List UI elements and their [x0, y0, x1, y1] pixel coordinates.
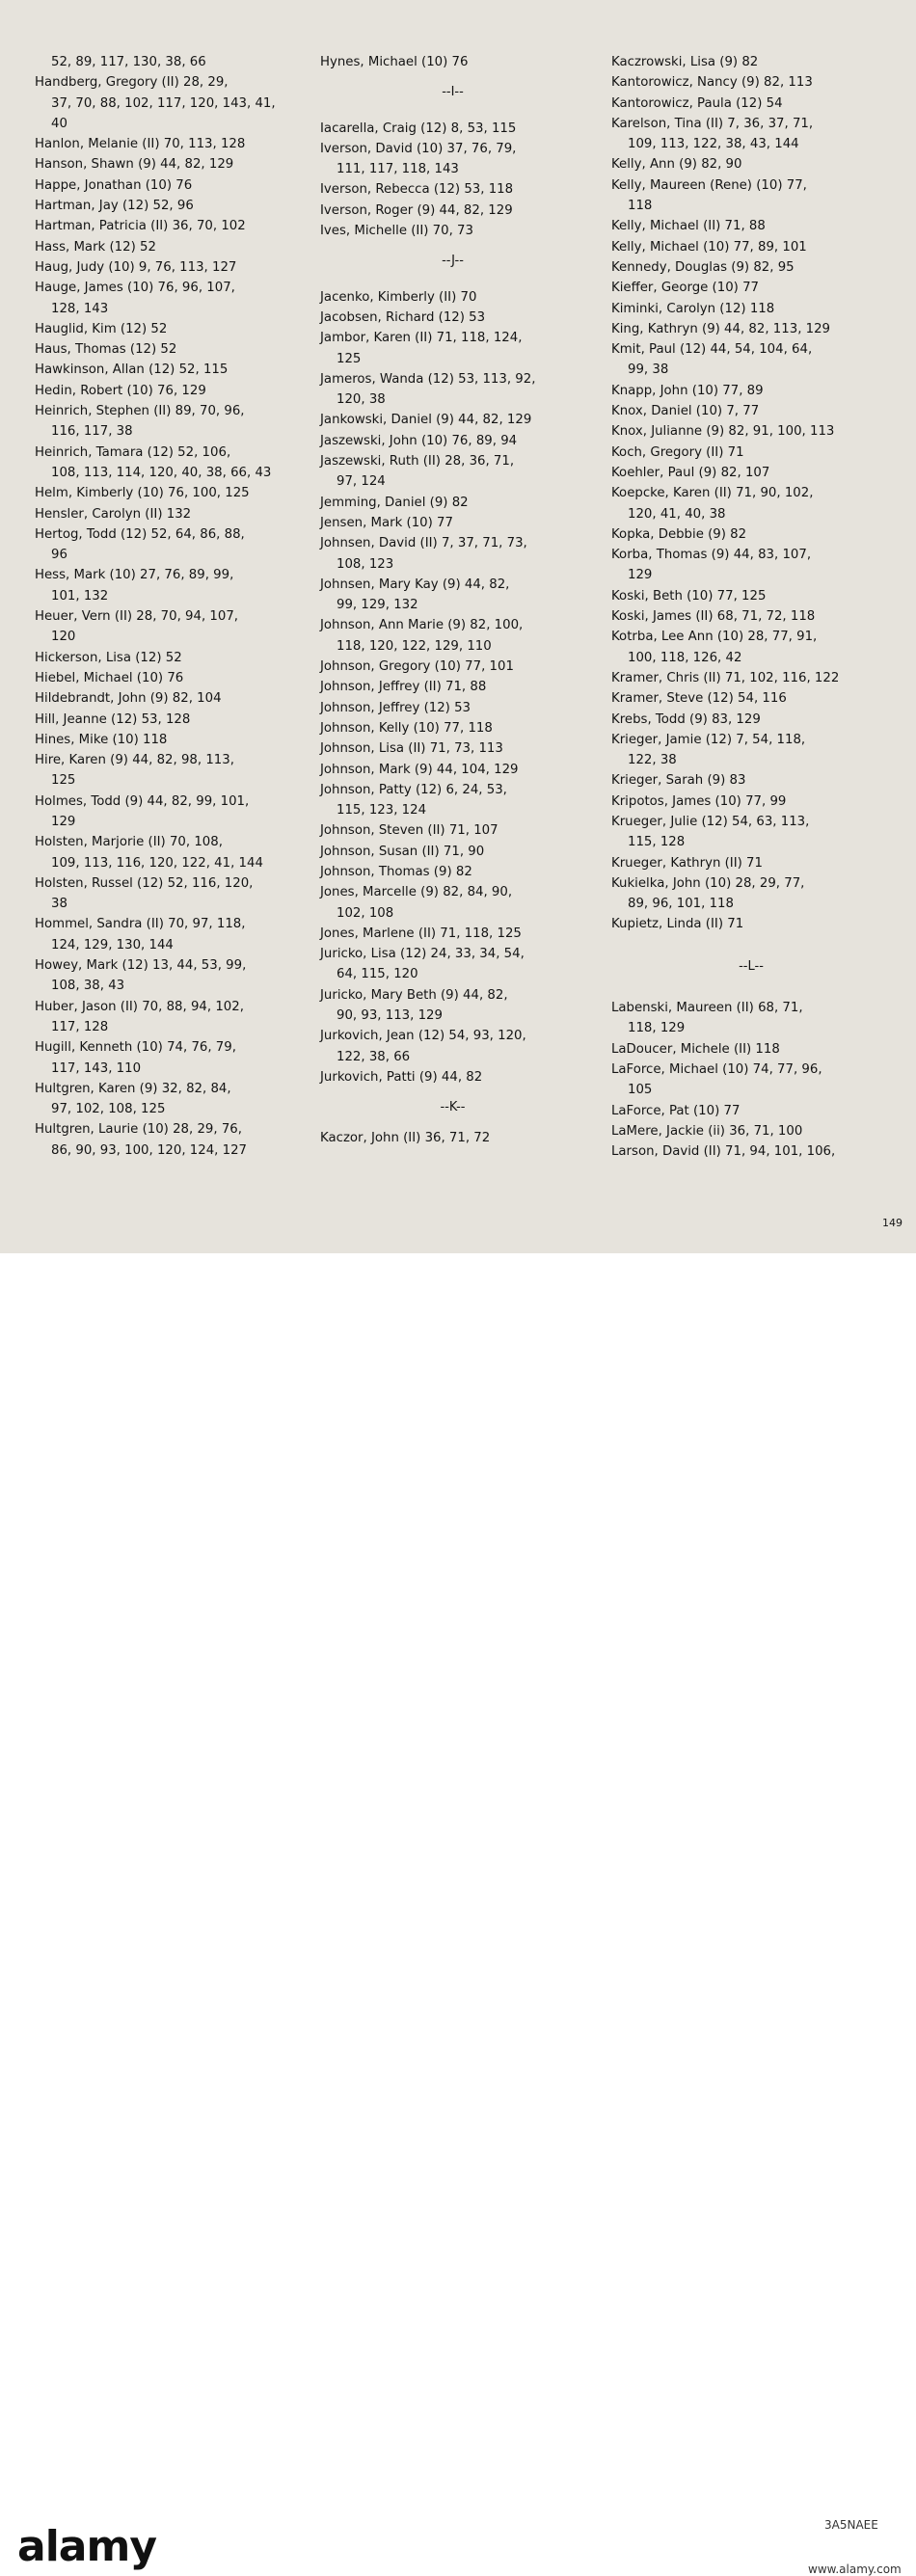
- letter-section-header: --L--: [739, 958, 764, 974]
- index-entry: [35, 175, 300, 196]
- entry-line: LaForce, Michael (10) 74, 77, 96,: [611, 1061, 822, 1077]
- index-entry: [611, 339, 891, 381]
- entry-line: Jacobsen, Richard (12) 53: [320, 309, 486, 325]
- entry-line: Kupietz, Linda (II) 71: [611, 917, 744, 932]
- entry-continuation-line: 86, 90, 93, 100, 120, 124, 127: [51, 1142, 247, 1158]
- entry-line: Knox, Daniel (10) 7, 77: [611, 404, 760, 419]
- index-entry: [320, 780, 585, 821]
- entry-line: Johnson, Jeffrey (II) 71, 88: [320, 680, 487, 695]
- entry-line: King, Kathryn (9) 44, 82, 113, 129: [611, 321, 831, 336]
- index-entry: [35, 278, 300, 319]
- entry-line: Kmit, Paul (12) 44, 54, 104, 64,: [611, 342, 813, 358]
- entry-line: Iverson, David (10) 37, 76, 79,: [320, 141, 517, 156]
- index-entry: [611, 299, 891, 319]
- entry-line: Koski, James (II) 68, 71, 72, 118: [611, 609, 816, 625]
- index-entry: [35, 134, 300, 154]
- index-entry: [35, 52, 300, 72]
- index-entry: [611, 216, 891, 236]
- index-entry: [611, 175, 891, 217]
- section-spacer: [320, 1087, 585, 1097]
- entry-line: Hertog, Todd (12) 52, 64, 86, 88,: [35, 526, 245, 542]
- entry-line: Happe, Jonathan (10) 76: [35, 177, 193, 193]
- index-entry: [35, 710, 300, 730]
- index-entry: [320, 369, 585, 411]
- section-spacer: [320, 272, 585, 287]
- entry-line: Hanlon, Melanie (II) 70, 113, 128: [35, 137, 246, 152]
- entry-line: LaForce, Pat (10) 77: [611, 1103, 741, 1118]
- entry-line: Iverson, Roger (9) 44, 82, 129: [320, 202, 513, 218]
- entry-line: Jones, Marcelle (9) 82, 84, 90,: [320, 885, 513, 900]
- entry-line: Hartman, Patricia (II) 36, 70, 102: [35, 219, 246, 234]
- entry-line: Holsten, Marjorie (II) 70, 108,: [35, 835, 223, 850]
- index-entry: [320, 575, 585, 616]
- index-entry: [35, 401, 300, 443]
- entry-line: Kelly, Michael (II) 71, 88: [611, 219, 766, 234]
- entry-line: Haug, Judy (10) 9, 76, 113, 127: [35, 259, 237, 275]
- index-entry: [611, 1039, 891, 1060]
- index-entry: [320, 1128, 585, 1148]
- index-entry: [320, 308, 585, 328]
- entry-line: Jurkovich, Patti (9) 44, 82: [320, 1069, 483, 1085]
- entry-line: Juricko, Lisa (12) 24, 33, 34, 54,: [320, 947, 525, 962]
- entry-line: Kopka, Debbie (9) 82: [611, 526, 747, 542]
- entry-line: Hedin, Robert (10) 76, 129: [35, 383, 206, 398]
- stock-watermark-bar: [0, 1253, 916, 2576]
- entry-line: Jankowski, Daniel (9) 44, 82, 129: [320, 413, 532, 428]
- entry-line: Hanson, Shawn (9) 44, 82, 129: [35, 157, 234, 173]
- entry-continuation-line: 101, 132: [51, 588, 109, 604]
- entry-continuation-line: 105: [628, 1083, 653, 1098]
- index-entry: [320, 862, 585, 882]
- entry-line: Johnson, Mark (9) 44, 104, 129: [320, 762, 519, 777]
- index-entry: [611, 52, 891, 72]
- entry-line: Jambor, Karen (II) 71, 118, 124,: [320, 331, 523, 346]
- index-entry: [611, 914, 891, 934]
- entry-line: Hickerson, Lisa (12) 52: [35, 650, 182, 665]
- entry-continuation-line: 115, 123, 124: [337, 803, 427, 818]
- index-entry: [320, 221, 585, 241]
- entry-line: Hynes, Michael (10) 76: [320, 55, 469, 69]
- entry-line: Handberg, Gregory (II) 28, 29,: [35, 75, 229, 91]
- entry-line: Hildebrandt, John (9) 82, 104: [35, 691, 222, 707]
- entry-line: Kelly, Michael (10) 77, 89, 101: [611, 239, 807, 255]
- entry-line: Jameros, Wanda (12) 53, 113, 92,: [320, 371, 536, 387]
- index-entry: [35, 237, 300, 257]
- page-number: 149: [882, 1217, 903, 1229]
- index-entry: [35, 154, 300, 174]
- index-entry: [35, 319, 300, 339]
- entry-line: Kantorowicz, Nancy (9) 82, 113: [611, 75, 813, 91]
- entry-line: Johnson, Patty (12) 6, 24, 53,: [320, 782, 507, 797]
- section-spacer: [320, 103, 585, 119]
- entry-line: Heinrich, Tamara (12) 52, 106,: [35, 444, 231, 460]
- index-entry: [320, 657, 585, 677]
- entry-line: Johnson, Susan (II) 71, 90: [320, 844, 485, 859]
- entry-line: Hultgren, Laurie (10) 28, 29, 76,: [35, 1122, 242, 1138]
- entry-continuation-line: 90, 93, 113, 129: [337, 1008, 443, 1024]
- index-entry: [35, 688, 300, 709]
- entry-line: Kelly, Ann (9) 82, 90: [611, 157, 742, 173]
- entry-continuation-line: 89, 96, 101, 118: [628, 897, 734, 912]
- index-entry: [611, 792, 891, 812]
- index-entry: [35, 196, 300, 216]
- entry-continuation-line: 120, 38: [337, 392, 386, 408]
- entry-line: Kukielka, John (10) 28, 29, 77,: [611, 875, 805, 891]
- entry-line: Johnsen, Mary Kay (9) 44, 82,: [320, 577, 510, 592]
- index-entry: [35, 606, 300, 648]
- entry-continuation-line: 99, 38: [628, 362, 669, 378]
- entry-line: Koehler, Paul (9) 82, 107: [611, 465, 770, 480]
- index-entry: [320, 760, 585, 780]
- entry-line: Kennedy, Douglas (9) 82, 95: [611, 259, 795, 275]
- entry-line: Krebs, Todd (9) 83, 129: [611, 711, 761, 727]
- entry-line: Johnson, Ann Marie (9) 82, 100,: [320, 618, 524, 633]
- entry-line: Kiminki, Carolyn (12) 118: [611, 301, 775, 316]
- index-entry: [320, 410, 585, 430]
- index-entry: [611, 443, 891, 463]
- entry-line: Kramer, Steve (12) 54, 116: [611, 691, 787, 707]
- entry-line: Kaczor, John (II) 36, 71, 72: [320, 1130, 491, 1145]
- index-entry: [35, 668, 300, 688]
- index-entry: [611, 1101, 891, 1121]
- entry-line: Hawkinson, Allan (12) 52, 115: [35, 362, 229, 378]
- index-entry: [35, 832, 300, 873]
- index-entry: [35, 483, 300, 503]
- index-entry: [320, 842, 585, 862]
- index-entry: [611, 401, 891, 421]
- index-entry: [320, 985, 585, 1027]
- index-entry: [35, 750, 300, 792]
- entry-continuation-line: 100, 118, 126, 42: [628, 650, 742, 665]
- index-entry: [320, 139, 585, 180]
- entry-line: Krieger, Sarah (9) 83: [611, 773, 746, 789]
- index-entry: [320, 1026, 585, 1067]
- index-entry: [611, 688, 891, 709]
- index-entry: [611, 463, 891, 483]
- entry-line: Jaszewski, John (10) 76, 89, 94: [320, 433, 518, 448]
- entry-line: Helm, Kimberly (10) 76, 100, 125: [35, 486, 250, 501]
- entry-line: Kramer, Chris (II) 71, 102, 116, 122: [611, 670, 840, 685]
- index-entry: [611, 72, 891, 93]
- index-entry: [611, 1141, 891, 1162]
- entry-line: Heinrich, Stephen (II) 89, 70, 96,: [35, 404, 245, 419]
- entry-continuation-line: 111, 117, 118, 143: [337, 162, 459, 177]
- index-column-2: [320, 52, 585, 1148]
- entry-continuation-line: 109, 113, 116, 120, 122, 41, 144: [51, 855, 263, 871]
- index-entry: [320, 513, 585, 533]
- entry-line: Johnson, Kelly (10) 77, 118: [320, 720, 493, 736]
- entry-continuation-line: 125: [51, 773, 76, 789]
- index-entry: [611, 998, 891, 1039]
- entry-continuation-line: 128, 143: [51, 301, 109, 316]
- entry-line: 52, 89, 117, 130, 38, 66: [51, 55, 206, 69]
- entry-line: Kotrba, Lee Ann (10) 28, 77, 91,: [611, 630, 818, 645]
- index-entry: [320, 1067, 585, 1087]
- entry-line: Hugill, Kenneth (10) 74, 76, 79,: [35, 1040, 236, 1056]
- index-entry: [35, 997, 300, 1038]
- entry-line: Iacarella, Craig (12) 8, 53, 115: [320, 121, 517, 136]
- index-entry: [320, 944, 585, 985]
- entry-line: Hensler, Carolyn (II) 132: [35, 506, 192, 522]
- index-entry: [611, 1060, 891, 1101]
- index-entry: [35, 955, 300, 997]
- index-column-1: [35, 52, 300, 1161]
- index-entry: [611, 853, 891, 873]
- entry-line: Jensen, Mark (10) 77: [320, 515, 453, 530]
- index-entry: [611, 606, 891, 627]
- index-entry: [320, 451, 585, 493]
- entry-line: Hines, Mike (10) 118: [35, 732, 168, 747]
- entry-line: Karelson, Tina (II) 7, 36, 37, 71,: [611, 116, 814, 131]
- index-entry: [320, 179, 585, 200]
- entry-line: Heuer, Vern (II) 28, 70, 94, 107,: [35, 609, 239, 625]
- index-entry: [611, 421, 891, 442]
- index-entry: [320, 882, 585, 924]
- entry-continuation-line: 118: [628, 199, 653, 214]
- entry-line: Kelly, Maureen (Rene) (10) 77,: [611, 177, 807, 193]
- index-entry: [611, 319, 891, 339]
- entry-line: Hauge, James (10) 76, 96, 107,: [35, 281, 235, 296]
- entry-continuation-line: 122, 38, 66: [337, 1049, 411, 1064]
- index-entry: [35, 914, 300, 955]
- index-entry: [320, 738, 585, 759]
- entry-line: Hass, Mark (12) 52: [35, 239, 156, 255]
- entry-continuation-line: 118, 129: [628, 1021, 686, 1036]
- entry-line: Hultgren, Karen (9) 32, 82, 84,: [35, 1081, 231, 1096]
- index-column-3: [611, 52, 891, 1162]
- index-entry: [35, 381, 300, 401]
- entry-line: Jurkovich, Jean (12) 54, 93, 120,: [320, 1029, 526, 1044]
- index-entry: [611, 381, 891, 401]
- index-entry: [320, 924, 585, 944]
- index-entry: [320, 328, 585, 369]
- entry-continuation-line: 40: [51, 116, 67, 131]
- entry-continuation-line: 118, 120, 122, 129, 110: [337, 638, 492, 654]
- index-entry: [35, 1079, 300, 1120]
- entry-continuation-line: 97, 102, 108, 125: [51, 1102, 166, 1117]
- entry-line: Johnson, Gregory (10) 77, 101: [320, 659, 514, 675]
- entry-continuation-line: 108, 113, 114, 120, 40, 38, 66, 43: [51, 465, 272, 480]
- entry-line: Johnson, Jeffrey (12) 53: [320, 700, 471, 715]
- index-entry: [611, 237, 891, 257]
- index-entry: [611, 524, 891, 545]
- index-entry: [320, 698, 585, 718]
- entry-line: Hauglid, Kim (12) 52: [35, 321, 168, 336]
- entry-continuation-line: 115, 128: [628, 835, 686, 850]
- index-entry: [35, 72, 300, 134]
- entry-line: Johnson, Lisa (II) 71, 73, 113: [320, 741, 503, 757]
- letter-section-header: --J--: [442, 254, 464, 269]
- entry-continuation-line: 122, 38: [628, 753, 677, 768]
- entry-line: Kaczrowski, Lisa (9) 82: [611, 55, 759, 69]
- index-entry: [611, 812, 891, 853]
- entry-continuation-line: 97, 124: [337, 474, 386, 490]
- entry-line: Kieffer, George (10) 77: [611, 281, 759, 296]
- section-spacer: [611, 935, 891, 956]
- entry-line: Holmes, Todd (9) 44, 82, 99, 101,: [35, 793, 250, 809]
- stock-url: www.alamy.com: [808, 2563, 902, 2576]
- index-entry: [320, 52, 585, 72]
- entry-line: Krueger, Julie (12) 54, 63, 113,: [611, 814, 810, 829]
- index-entry: [611, 730, 891, 771]
- entry-line: Kantorowicz, Paula (12) 54: [611, 95, 783, 111]
- entry-continuation-line: 108, 123: [337, 556, 394, 572]
- entry-line: Koch, Gregory (II) 71: [611, 444, 744, 460]
- entry-line: Hess, Mark (10) 27, 76, 89, 99,: [35, 568, 234, 583]
- entry-line: Korba, Thomas (9) 44, 83, 107,: [611, 548, 812, 563]
- entry-line: Hire, Karen (9) 44, 82, 98, 113,: [35, 753, 234, 768]
- index-entry: [611, 710, 891, 730]
- entry-continuation-line: 108, 38, 43: [51, 979, 125, 994]
- index-entry: [35, 565, 300, 606]
- index-entry: [611, 94, 891, 114]
- index-page: [0, 0, 916, 1253]
- entry-line: Hill, Jeanne (12) 53, 128: [35, 711, 191, 727]
- entry-line: Knox, Julianne (9) 82, 91, 100, 113: [611, 424, 835, 440]
- index-entry: [35, 339, 300, 360]
- entry-line: Hartman, Jay (12) 52, 96: [35, 199, 194, 214]
- index-entry: [320, 431, 585, 451]
- index-entry: [320, 677, 585, 697]
- entry-line: Jemming, Daniel (9) 82: [320, 495, 469, 510]
- index-entry: [35, 730, 300, 750]
- section-spacer: [611, 977, 891, 998]
- entry-line: Krieger, Jamie (12) 7, 54, 118,: [611, 732, 806, 747]
- entry-continuation-line: 120, 41, 40, 38: [628, 506, 726, 522]
- entry-line: LaDoucer, Michele (II) 118: [611, 1041, 780, 1057]
- entry-continuation-line: 120: [51, 630, 76, 645]
- entry-line: Ives, Michelle (II) 70, 73: [320, 224, 473, 239]
- index-entry: [35, 443, 300, 484]
- entry-continuation-line: 109, 113, 122, 38, 43, 144: [628, 137, 799, 152]
- index-entry: [320, 533, 585, 575]
- entry-continuation-line: 102, 108: [337, 905, 394, 921]
- index-entry: [320, 201, 585, 221]
- index-entry: [611, 873, 891, 915]
- entry-line: Howey, Mark (12) 13, 44, 53, 99,: [35, 958, 247, 974]
- index-entry: [320, 287, 585, 308]
- index-entry: [35, 524, 300, 566]
- entry-line: Knapp, John (10) 77, 89: [611, 383, 764, 398]
- section-spacer: [320, 241, 585, 251]
- entry-continuation-line: 124, 129, 130, 144: [51, 937, 174, 953]
- entry-line: Johnsen, David (II) 7, 37, 71, 73,: [320, 536, 527, 551]
- index-entry: [320, 718, 585, 738]
- entry-line: Juricko, Mary Beth (9) 44, 82,: [320, 987, 508, 1003]
- index-entry: [611, 114, 891, 155]
- section-spacer: [320, 72, 585, 82]
- index-entry: [611, 545, 891, 586]
- entry-continuation-line: 125: [337, 351, 362, 366]
- entry-continuation-line: 116, 117, 38: [51, 424, 133, 440]
- entry-continuation-line: 117, 128: [51, 1019, 109, 1034]
- entry-continuation-line: 129: [628, 568, 653, 583]
- index-entry: [35, 648, 300, 668]
- entry-line: Jacenko, Kimberly (II) 70: [320, 289, 477, 305]
- entry-continuation-line: 37, 70, 88, 102, 117, 120, 143, 41,: [51, 95, 276, 111]
- entry-line: Holsten, Russel (12) 52, 116, 120,: [35, 875, 254, 891]
- index-entry: [35, 792, 300, 833]
- index-entry: [320, 493, 585, 513]
- letter-section-header: --K--: [440, 1100, 466, 1115]
- entry-continuation-line: 96: [51, 548, 67, 563]
- entry-continuation-line: 99, 129, 132: [337, 598, 418, 613]
- entry-line: Krueger, Kathryn (II) 71: [611, 855, 763, 871]
- entry-line: Kripotos, James (10) 77, 99: [611, 793, 787, 809]
- alamy-logo: alamy: [17, 2522, 156, 2571]
- entry-line: Koski, Beth (10) 77, 125: [611, 588, 767, 604]
- entry-line: Labenski, Maureen (II) 68, 71,: [611, 1001, 803, 1016]
- entry-line: Haus, Thomas (12) 52: [35, 342, 177, 358]
- index-entry: [611, 257, 891, 278]
- index-entry: [320, 615, 585, 657]
- image-id: 3A5NAEE: [824, 2518, 878, 2532]
- index-entry: [35, 360, 300, 380]
- index-entry: [35, 1037, 300, 1079]
- index-entry: [611, 483, 891, 524]
- entry-line: Jones, Marlene (II) 71, 118, 125: [320, 926, 522, 941]
- index-entry: [611, 154, 891, 174]
- index-entry: [611, 586, 891, 606]
- entry-line: LaMere, Jackie (ii) 36, 71, 100: [611, 1123, 803, 1139]
- index-entry: [611, 668, 891, 688]
- entry-continuation-line: 117, 143, 110: [51, 1060, 142, 1076]
- index-entry: [320, 119, 585, 139]
- index-entry: [611, 278, 891, 298]
- entry-line: Larson, David (II) 71, 94, 101, 106,: [611, 1144, 836, 1160]
- index-entry: [35, 504, 300, 524]
- entry-line: Hommel, Sandra (II) 70, 97, 118,: [35, 917, 246, 932]
- entry-line: Koepcke, Karen (II) 71, 90, 102,: [611, 486, 814, 501]
- entry-line: Huber, Jason (II) 70, 88, 94, 102,: [35, 999, 244, 1014]
- index-entry: [611, 627, 891, 668]
- index-entry: [35, 1119, 300, 1161]
- index-entry: [320, 820, 585, 841]
- entry-line: Jaszewski, Ruth (II) 28, 36, 71,: [320, 454, 515, 470]
- index-entry: [611, 1121, 891, 1141]
- entry-line: Johnson, Steven (II) 71, 107: [320, 823, 498, 839]
- index-entry: [611, 770, 891, 791]
- entry-continuation-line: 129: [51, 814, 76, 829]
- index-entry: [35, 216, 300, 236]
- section-spacer: [320, 1118, 585, 1128]
- entry-line: Iverson, Rebecca (12) 53, 118: [320, 182, 514, 198]
- entry-continuation-line: 64, 115, 120: [337, 967, 418, 982]
- index-entry: [35, 873, 300, 915]
- letter-section-header: --I--: [442, 85, 464, 100]
- entry-line: Hiebel, Michael (10) 76: [35, 670, 184, 685]
- index-entry: [35, 257, 300, 278]
- entry-continuation-line: 38: [51, 897, 67, 912]
- entry-line: Johnson, Thomas (9) 82: [320, 864, 472, 879]
